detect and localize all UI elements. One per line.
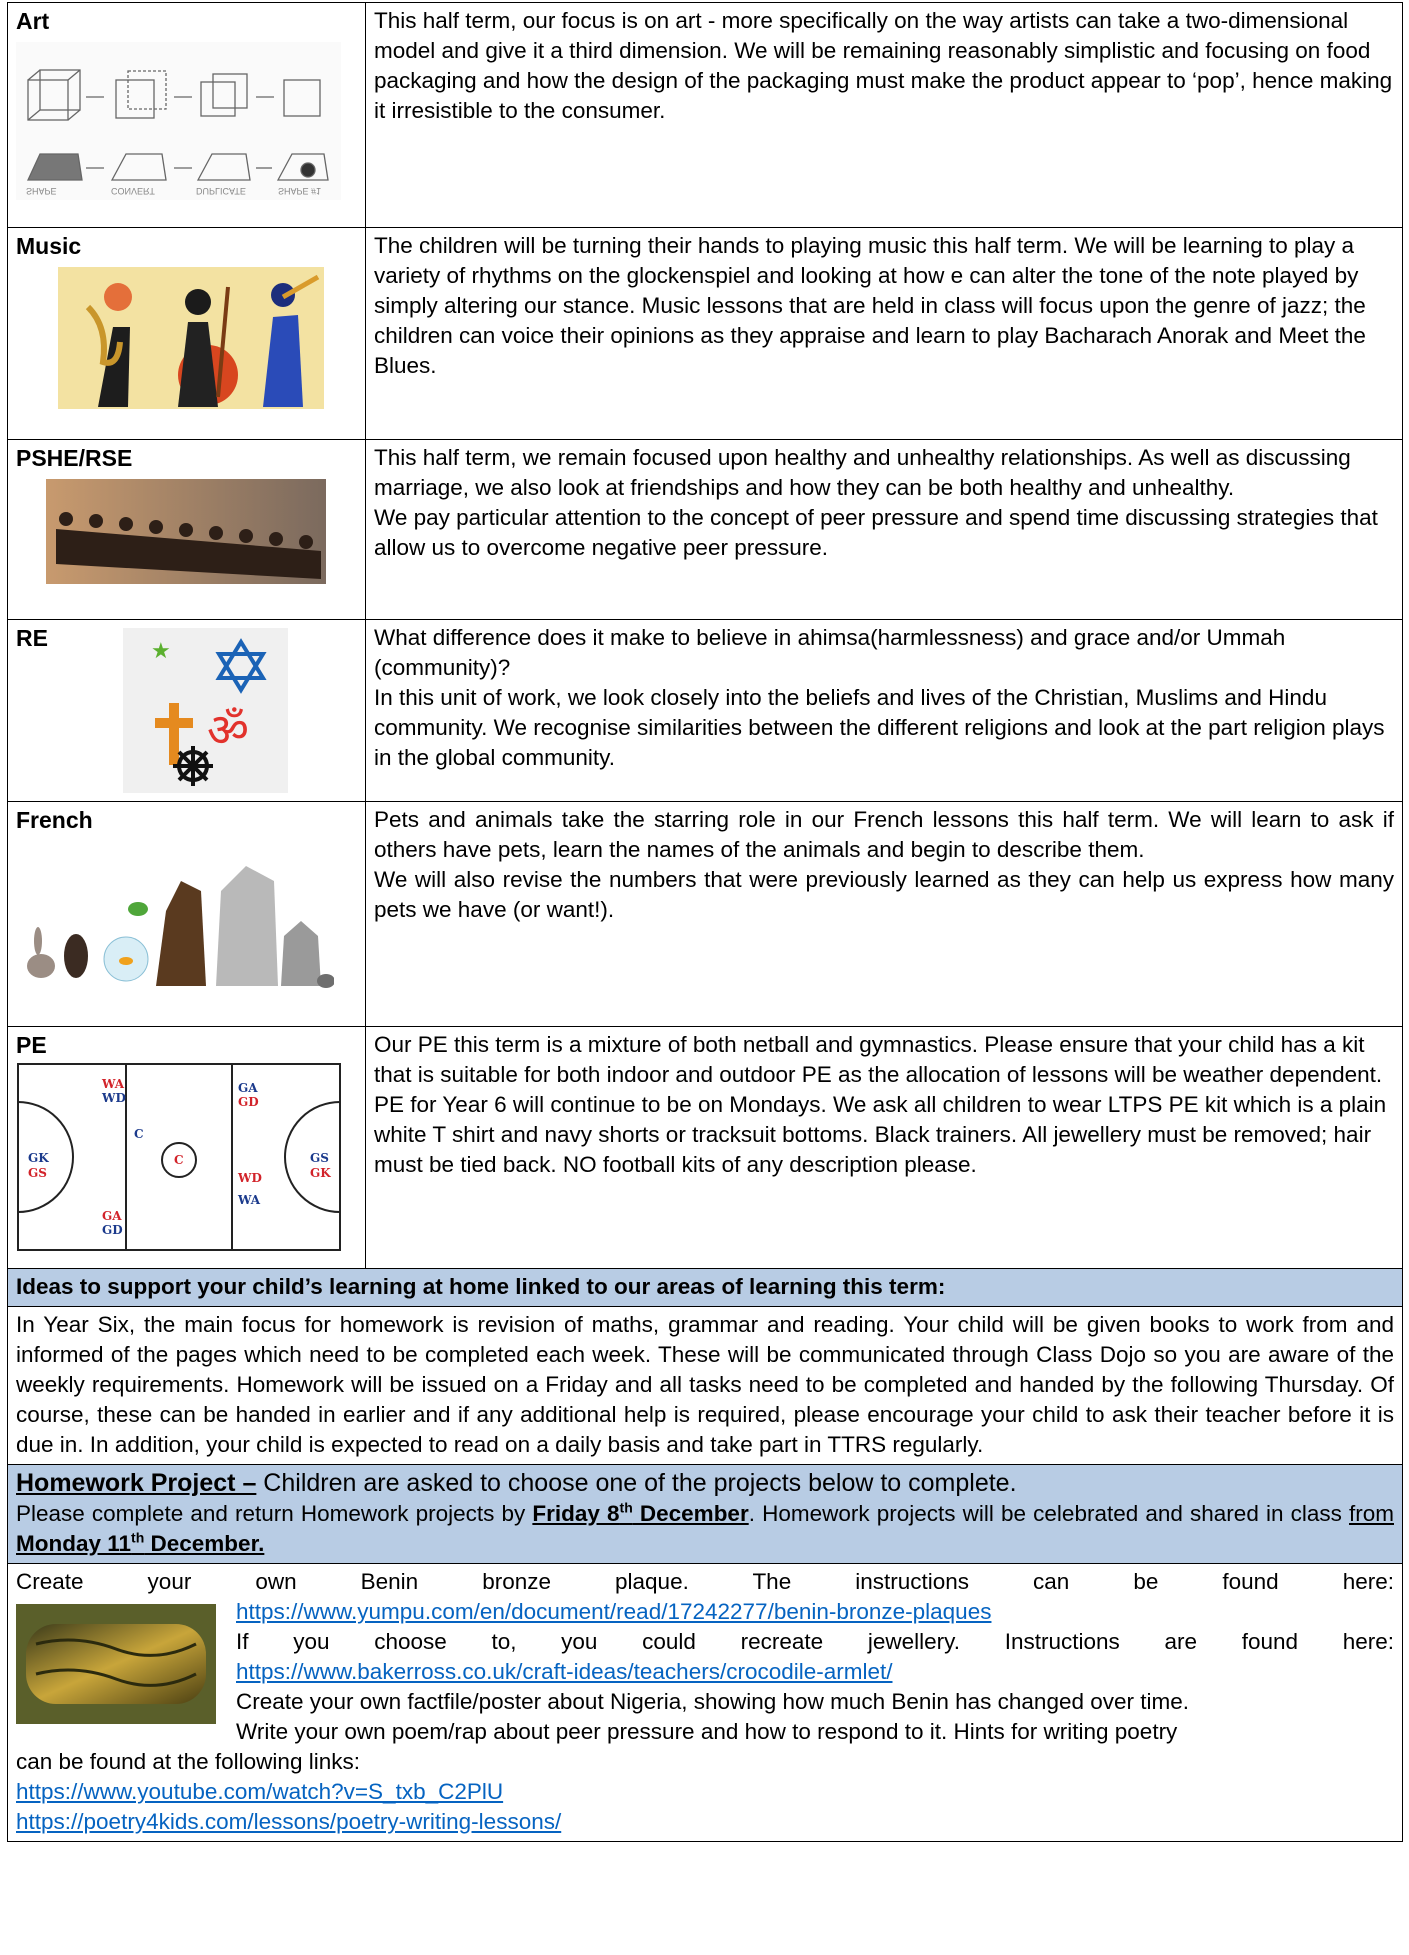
- position-label: WA: [238, 1193, 261, 1207]
- task-1-text: Create your own Benin bronze plaque. The instructions can be found here:: [16, 1569, 1394, 1594]
- art-description: This half term, our focus is on art - more specifically on the way artists can take a two-dimensional model and give it a third dimension. We will be remaining reasonably simplistic and focusing on food packaging and how the design of the packaging must make the product appear to ‘pop’, hence making it irresistible to the consumer.: [366, 3, 1403, 228]
- row-re: [8, 620, 1403, 802]
- paper-people-chain-image: [46, 479, 326, 584]
- row-art: [8, 3, 1403, 228]
- benin-plaques-link[interactable]: https://www.yumpu.com/en/document/read/17242277/benin-bronze-plaques: [236, 1599, 992, 1624]
- position-label: GK: [28, 1151, 49, 1165]
- position-label: WA: [102, 1077, 125, 1091]
- return-date-suffix: th: [619, 1499, 633, 1516]
- pshe-subject-cell: [8, 440, 366, 620]
- return-date-day: Friday 8: [532, 1501, 620, 1526]
- pe-paragraph-2: PE for Year 6 will continue to be on Mondays. We ask all children to wear LTPS PE kit which is a plain white T shirt and navy shorts or tracksuit bottoms. Black trainers. All jewellery must be removed; hair must be tied back. NO football kits of any description please.: [374, 1092, 1387, 1177]
- from-date-suffix: th: [131, 1529, 145, 1546]
- french-subject-cell: [8, 802, 366, 1027]
- task-3-text: Create your own factfile/poster about Nigeria, showing how much Benin has changed over time.: [236, 1689, 1190, 1714]
- return-text-post: . Homework projects will be celebrated and shared in class: [748, 1501, 1349, 1526]
- music-subject-cell: [8, 228, 366, 440]
- pshe-description: [366, 440, 1403, 620]
- pe-paragraph-1: Our PE this term is a mixture of both netball and gymnastics. Please ensure that your child has a kit that is suitable for both indoor and outdoor PE as the allocation of lessons will be weather dependent.: [374, 1032, 1383, 1087]
- task-2-text: If you choose to, you could recreate jewellery. Instructions are found here:: [236, 1629, 1394, 1654]
- curriculum-table: [7, 2, 1403, 1842]
- subject-label: Art: [16, 8, 50, 34]
- return-date: [532, 1501, 748, 1526]
- row-french: [8, 802, 1403, 1027]
- row-ideas-body: [8, 1307, 1403, 1465]
- art-label: DUPLICATE: [196, 186, 246, 196]
- ideas-heading: Ideas to support your child’s learning at home linked to our areas of learning this term:: [8, 1269, 1403, 1307]
- om-icon: ॐ: [207, 703, 249, 757]
- position-label: C: [174, 1153, 184, 1167]
- position-label: GS: [28, 1166, 47, 1180]
- position-label: GD: [238, 1095, 259, 1109]
- re-subject-cell: [8, 620, 366, 802]
- french-paragraph-1: Pets and animals take the starring role in our French lessons this half term. We will learn to ask if others have pets, learn the names of the animals and begin to describe them.: [374, 807, 1394, 862]
- subject-label: Music: [16, 233, 82, 259]
- music-description: The children will be turning their hands to playing music this half term. We will be learning to play a variety of rhythms on the glockenspiel and looking at how e can alter the tone of the note played by simply altering our stance. Music lessons that are held in class will focus upon the genre of jazz; the children can voice their opinions as they appraise and learn to play Bacharach Anorak and Meet the Blues.: [366, 228, 1403, 440]
- homework-project-intro: Children are asked to choose one of the projects below to complete.: [256, 1469, 1017, 1497]
- art-cube-sketch-image: [16, 42, 341, 200]
- row-music: [8, 228, 1403, 440]
- religious-symbols-image: [123, 628, 288, 793]
- french-description: [366, 802, 1403, 1027]
- homework-project-cell: [8, 1465, 1403, 1564]
- pe-description: [366, 1027, 1403, 1269]
- from-date-day: Monday 11: [16, 1531, 132, 1556]
- task-1-link-line: [16, 1597, 1394, 1627]
- from-text: from: [1349, 1501, 1394, 1526]
- youtube-link[interactable]: https://www.youtube.com/watch?v=S_txb_C2PlU: [16, 1779, 504, 1804]
- position-label: C: [134, 1127, 144, 1141]
- ideas-body: In Year Six, the main focus for homework is revision of maths, grammar and reading. Your child will be given books to work from and informed of the pages which need to be completed each week. These will be communicated through Class Dojo so you are aware of the weekly requirements. Homework will be issued on a Friday and all tasks need to be completed and handed by the following Thursday. Of course, these can be handed in earlier and if any additional help is required, please encourage your child to ask their teacher before it is due in. In addition, your child is expected to read on a daily basis and take part in TTRS regularly.: [8, 1307, 1403, 1465]
- re-description: [366, 620, 1403, 802]
- position-label: WD: [238, 1171, 262, 1185]
- subject-label: PSHE/RSE: [16, 445, 133, 471]
- poetry4kids-link[interactable]: https://poetry4kids.com/lessons/poetry-writing-lessons/: [16, 1809, 562, 1834]
- homework-project-heading: [16, 1469, 1017, 1497]
- row-homework-project: [8, 1465, 1403, 1564]
- from-date-month: December.: [144, 1531, 265, 1556]
- subject-label: RE: [16, 625, 48, 651]
- row-tasks: [8, 1564, 1403, 1842]
- subject-label: PE: [16, 1032, 47, 1058]
- position-label: GD: [102, 1223, 123, 1237]
- position-label: GA: [102, 1209, 122, 1223]
- pe-subject-cell: [8, 1027, 366, 1269]
- star-icon: ★: [151, 638, 171, 663]
- task-4-text: Write your own poem/rap about peer pressure and how to respond to it. Hints for writing poetry: [236, 1719, 1178, 1744]
- poetry-link-line: [16, 1807, 1394, 1837]
- pshe-paragraph-2: We pay particular attention to the concept of peer pressure and spend time discussing strategies that allow us to overcome negative peer pressure.: [374, 505, 1378, 560]
- re-paragraph-1: What difference does it make to believe in ahimsa(harmlessness) and grace and/or Ummah (community)?: [374, 625, 1286, 680]
- row-pe: [8, 1027, 1403, 1269]
- tasks-cell: [8, 1564, 1403, 1842]
- jazz-band-image: [58, 267, 324, 409]
- task-4-text-cont: can be found at the following links:: [16, 1749, 360, 1774]
- bronze-armlet-image: [16, 1604, 216, 1724]
- task-2-link-line: [16, 1657, 1394, 1687]
- art-label: CONVERT: [111, 186, 155, 196]
- youtube-link-line: [16, 1777, 1394, 1807]
- pshe-paragraph-1: This half term, we remain focused upon healthy and unhealthy relationships. As well as discussing marriage, we also look at friendships and how they can be both healthy and unhealthy.: [374, 445, 1351, 500]
- position-label: GA: [238, 1081, 258, 1095]
- position-label: WD: [102, 1091, 126, 1105]
- re-paragraph-2: In this unit of work, we look closely into the beliefs and lives of the Christian, Muslims and Hindu community. We recognise similarities between the different religions and look at the part religion plays in the global community.: [374, 685, 1385, 770]
- art-label: SHAPE: [26, 186, 57, 196]
- position-label: GS: [310, 1151, 329, 1165]
- french-paragraph-2: We will also revise the numbers that were previously learned as they can help us express how many pets we have (or want!).: [374, 867, 1394, 922]
- return-date-month: December: [632, 1501, 749, 1526]
- return-text: Please complete and return Homework projects by: [16, 1501, 533, 1526]
- netball-court-diagram: [16, 1062, 344, 1252]
- art-label: SHAPE #1: [278, 186, 322, 196]
- row-pshe: [8, 440, 1403, 620]
- art-subject-cell: [8, 3, 366, 228]
- document-page: [7, 2, 1403, 1842]
- crocodile-armlet-link[interactable]: https://www.bakerross.co.uk/craft-ideas/teachers/crocodile-armlet/: [236, 1659, 893, 1684]
- homework-project-title: Homework Project –: [16, 1469, 257, 1497]
- subject-label: French: [16, 807, 93, 833]
- position-label: GK: [310, 1166, 331, 1180]
- row-ideas-heading: [8, 1269, 1403, 1307]
- pets-image: [16, 841, 334, 996]
